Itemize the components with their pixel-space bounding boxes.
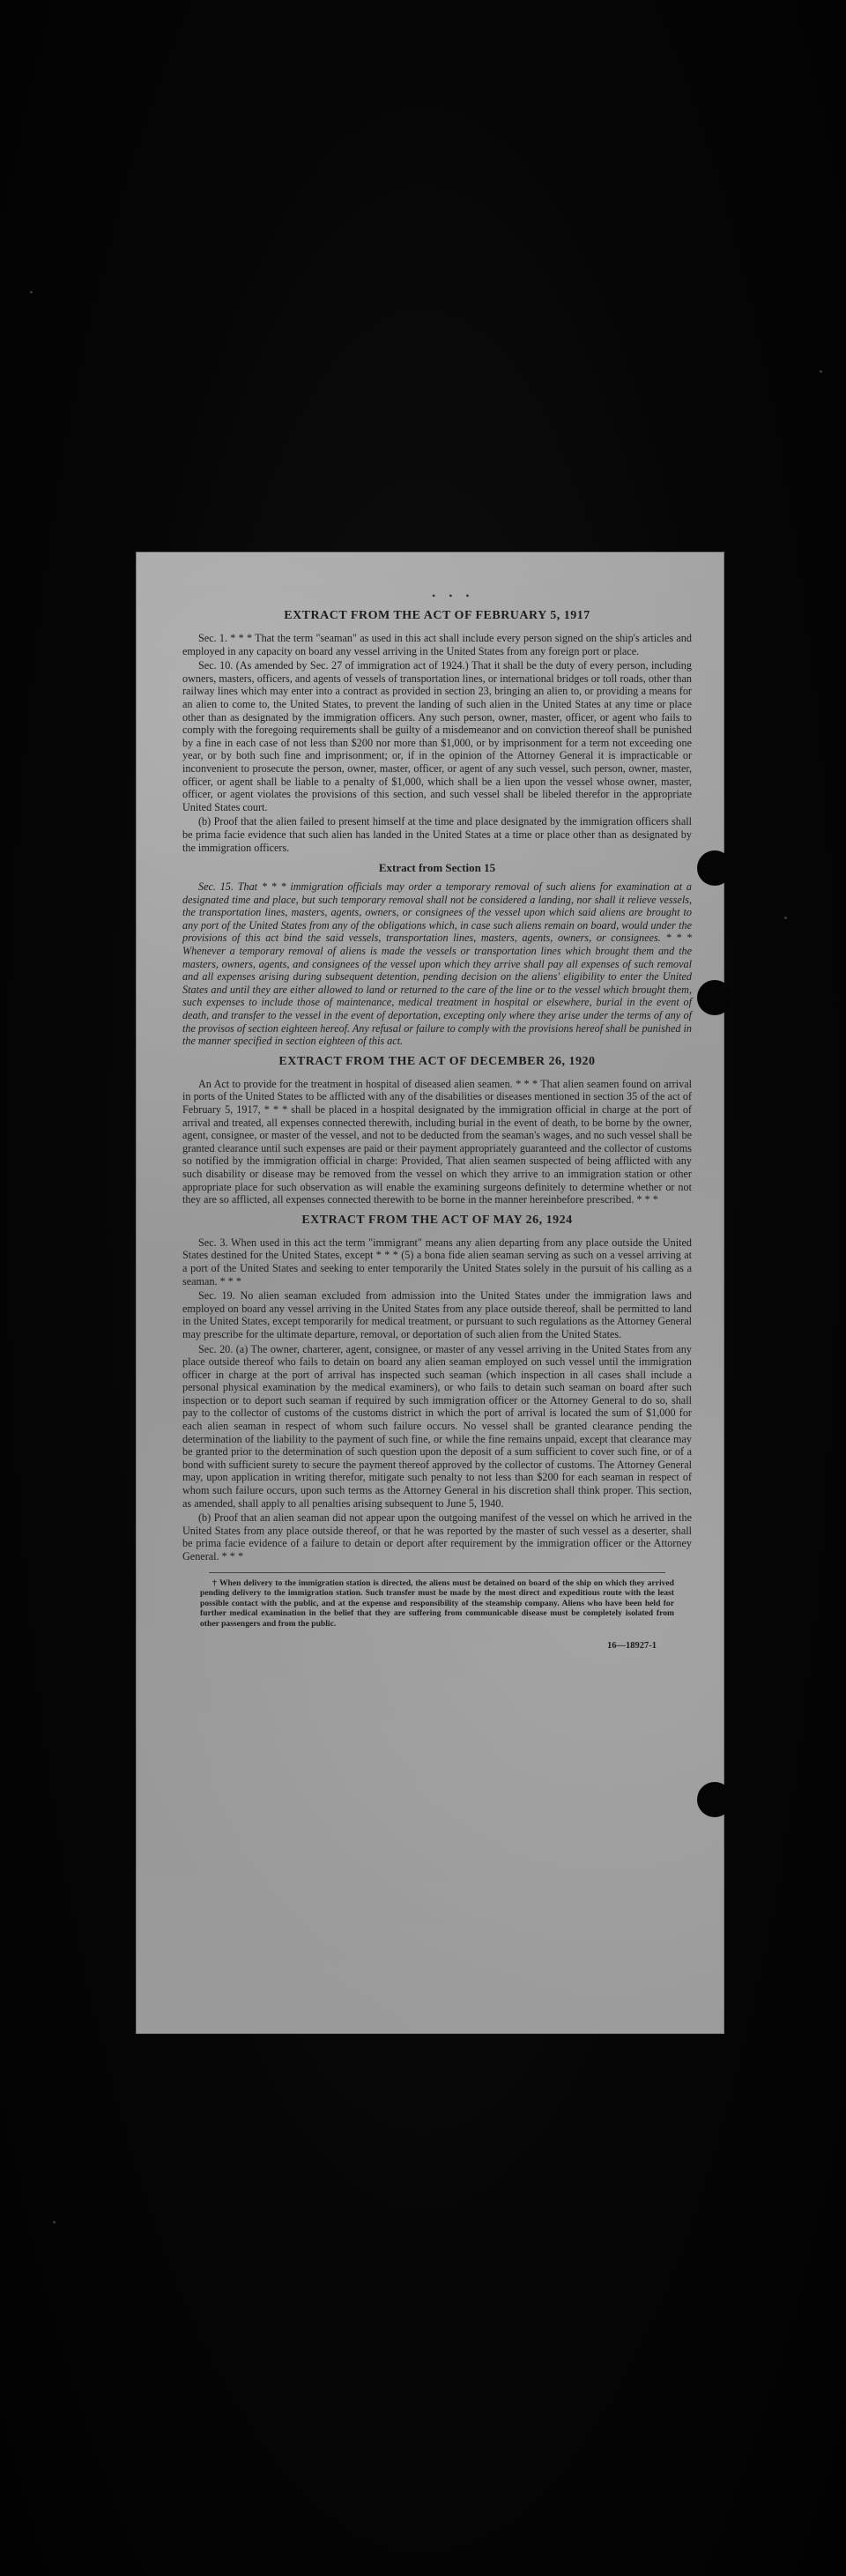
dust-speck: [820, 370, 822, 373]
section-act-1920: [182, 1055, 692, 1206]
section-act-1917: [182, 609, 692, 854]
paragraph: Sec. 10. (As amended by Sec. 27 of immigration act of 1924.) That it shall be the duty of every person, including owners, masters, officers, and agents of vessels of transportation lines, or international bridges or toll roads, other than railway lines which may enter into a contract as provided in section 23, bringing an alien to, or providing a means for an alien to come to, the United States, to prevent the landing of such alien in the United States at any time or place other than as designated by the immigration officers. Any such person, owner, master, officer, or agent who fails to comply with the foregoing requirements shall be guilty of a misdemeanor and on conviction thereof shall be punished by a fine in each case of not less than $200 nor more than $1,000, or by imprisonment for a term not exceeding one year, or by both such fine and imprisonment; or, if in the opinion of the Attorney General it is impracticable or inconvenient to prosecute the person, owner, master, officer, or agent of any such vessel, such person, owner, master, officer, or agent shall be liable to a penalty of $1,000, which shall be a lien upon the vessel whose owner, master, officer, or agent violates the provisions of this section, and such vessel shall be libeled therefor in the appropriate United States court.: [182, 659, 692, 813]
form-number: 16—18927-1: [607, 1641, 657, 1652]
section-extract-15: [182, 861, 692, 1048]
paragraph: Sec. 3. When used in this act the term "immigrant" means any alien departing from any place outside the United States destined for the United States, except * * * (5) a bona fide alien seaman serving as such on a vessel arriving at a port of the United States and seeking to enter temporarily the United States solely in the pursuit of his calling as a seaman. * * *: [182, 1236, 692, 1288]
punch-hole: [697, 980, 732, 1015]
footnote-divider: [209, 1572, 665, 1573]
top-marks: • • •: [432, 590, 475, 602]
paragraph: (b) Proof that an alien seaman did not appear upon the outgoing manifest of the vessel on which he arrived in the United States from any place outside thereof, or that he was reported by the master of such vessel as a deserter, shall be prima facie evidence of a failure to detain or deport after requirement by the immigration officer or the Attorney General. * * *: [182, 1511, 692, 1563]
paragraph: An Act to provide for the treatment in hospital of diseased alien seamen. * * * That alien seamen found on arrival in ports of the United States to be afflicted with any of the disabilities or diseases mentioned in section 35 of the act of February 5, 1917, * * * shall be placed in a hospital designated by the immigration official in charge at the port of arrival and treated, all expenses connected therewith, including burial in the event of death, to be borne by the owner, agent, consignee, or master of the vessel, and not to be deducted from the seaman's wages, and no such vessel shall be granted clearance until such expenses are paid or their payment appropriately guaranteed and the collector of customs so notified by the immigration official in charge: Provided, That alien seamen suspected of being afflicted with any such disability or disease may be removed from the vessel on which they arrive to an immigration station or other appropriate place for such observation as will enable the examining surgeons definitely to determine whether or not they are so afflicted, all expenses connected therewith to be borne in the manner hereinbefore prescribed. * * *: [182, 1077, 692, 1206]
paragraph: Sec. 15. That * * * immigration officials may order a temporary removal of such aliens for examination at a designated time and place, but such temporary removal shall not be considered a landing, nor shall it relieve vessels, the transportation lines, masters, agents, owners, or consignees of the vessel upon which said aliens are brought to any port of the United States from any of the obligations which, in case such aliens remain on board, would under the provisions of this act bind the said vessels, transportation lines, masters, agents, owners, or consignees. * * * Whenever a temporary removal of aliens is made the vessels or transportation lines which brought them and the masters, owners, agents, and consignees of the vessel upon which they arrive shall pay all expenses of such removal and all expenses arising during subsequent detention, pending decision on the aliens' eligibility to enter the United States and until they are either allowed to land or returned to the care of the line or to the vessel which brought them, such expenses to include those of maintenance, medical treatment in hospital or elsewhere, burial in the event of death, and transfer to the vessel in the event of deportation, excepting only where they arise under the terms of any of the provisos of section eighteen hereof. Any refusal or failure to comply with the provisions hereof shall be punished in the manner specified in section eighteen of this act.: [182, 880, 692, 1048]
footnote: † When delivery to the immigration station is directed, the aliens must be detained on board of the ship on which they arrived pending delivery to the immigration station. Such transfer must be made by the most direct and expeditious route with the least possible contact with the public, and at the expense and responsibility of the steamship company. Aliens who have been held for further medical examination in the belief that they are suffering from communicable disease must be completely isolated from other passengers and from the public.: [200, 1578, 674, 1629]
paragraph: (b) Proof that the alien failed to present himself at the time and place designated by the immigration officers shall be prima facie evidence that such alien has landed in the United States at a time or place other than as designated by the immigration officers.: [182, 815, 692, 854]
section-heading: EXTRACT FROM THE ACT OF DECEMBER 26, 1920: [278, 1054, 596, 1068]
section-heading: EXTRACT FROM THE ACT OF FEBRUARY 5, 1917: [284, 609, 590, 622]
punch-hole: [697, 850, 732, 886]
punch-hole: [697, 1782, 732, 1817]
section-act-1924: [182, 1214, 692, 1563]
paragraph: Sec. 20. (a) The owner, charterer, agent, consignee, or master of any vessel arriving in the United States from any place outside thereof who fails to detain on board any alien seaman employed on such vessel until the immigration officer in charge at the port of arrival has inspected such seaman (which inspection in all cases shall include a personal physical examination by the medical examiners), or who fails to detain such seaman on board after such inspection or to deport such seaman if required by such immigration officer or the Attorney General to do so, shall pay to the collector of customs of the customs district in which the port of arrival is located the sum of $1,000 for each alien seaman in respect of whom such failure occurs. No vessel shall be granted clearance pending the determination of the liability to the payment of such fine, or while the fine remains unpaid, except that clearance may be granted prior to the determination of such question upon the deposit of a sum sufficient to cover such fine, or of a bond with sufficient surety to secure the payment thereof approved by the collector of customs. The Attorney General may, upon application in writing therefor, mitigate such penalty to not less than $200 for each seaman in respect of whom such failure occurs, upon such terms as the Attorney General in his discretion shall think proper. This section, as amended, shall apply to all penalties arising subsequent to June 5, 1940.: [182, 1342, 692, 1510]
section-subheading: Extract from Section 15: [378, 861, 496, 875]
paragraph: Sec. 19. No alien seaman excluded from admission into the United States under the immigration laws and employed on board any vessel arriving in the United States from any place outside thereof, shall be permitted to land in the United States, except temporarily for medical treatment, or pursuant to such regulations as the Attorney General may prescribe for the ultimate departure, removal, or deportation of such alien from the United States.: [182, 1289, 692, 1340]
dust-speck: [784, 917, 787, 919]
paragraph: Sec. 1. * * * That the term "seaman" as used in this act shall include every person signed on the ship's articles and employed in any capacity on board any vessel arriving in the United States from any foreign port or place.: [182, 632, 692, 657]
dust-speck: [53, 2221, 56, 2223]
dust-speck: [30, 291, 33, 293]
section-heading: EXTRACT FROM THE ACT OF MAY 26, 1924: [301, 1213, 573, 1227]
document-page: [137, 553, 724, 2033]
